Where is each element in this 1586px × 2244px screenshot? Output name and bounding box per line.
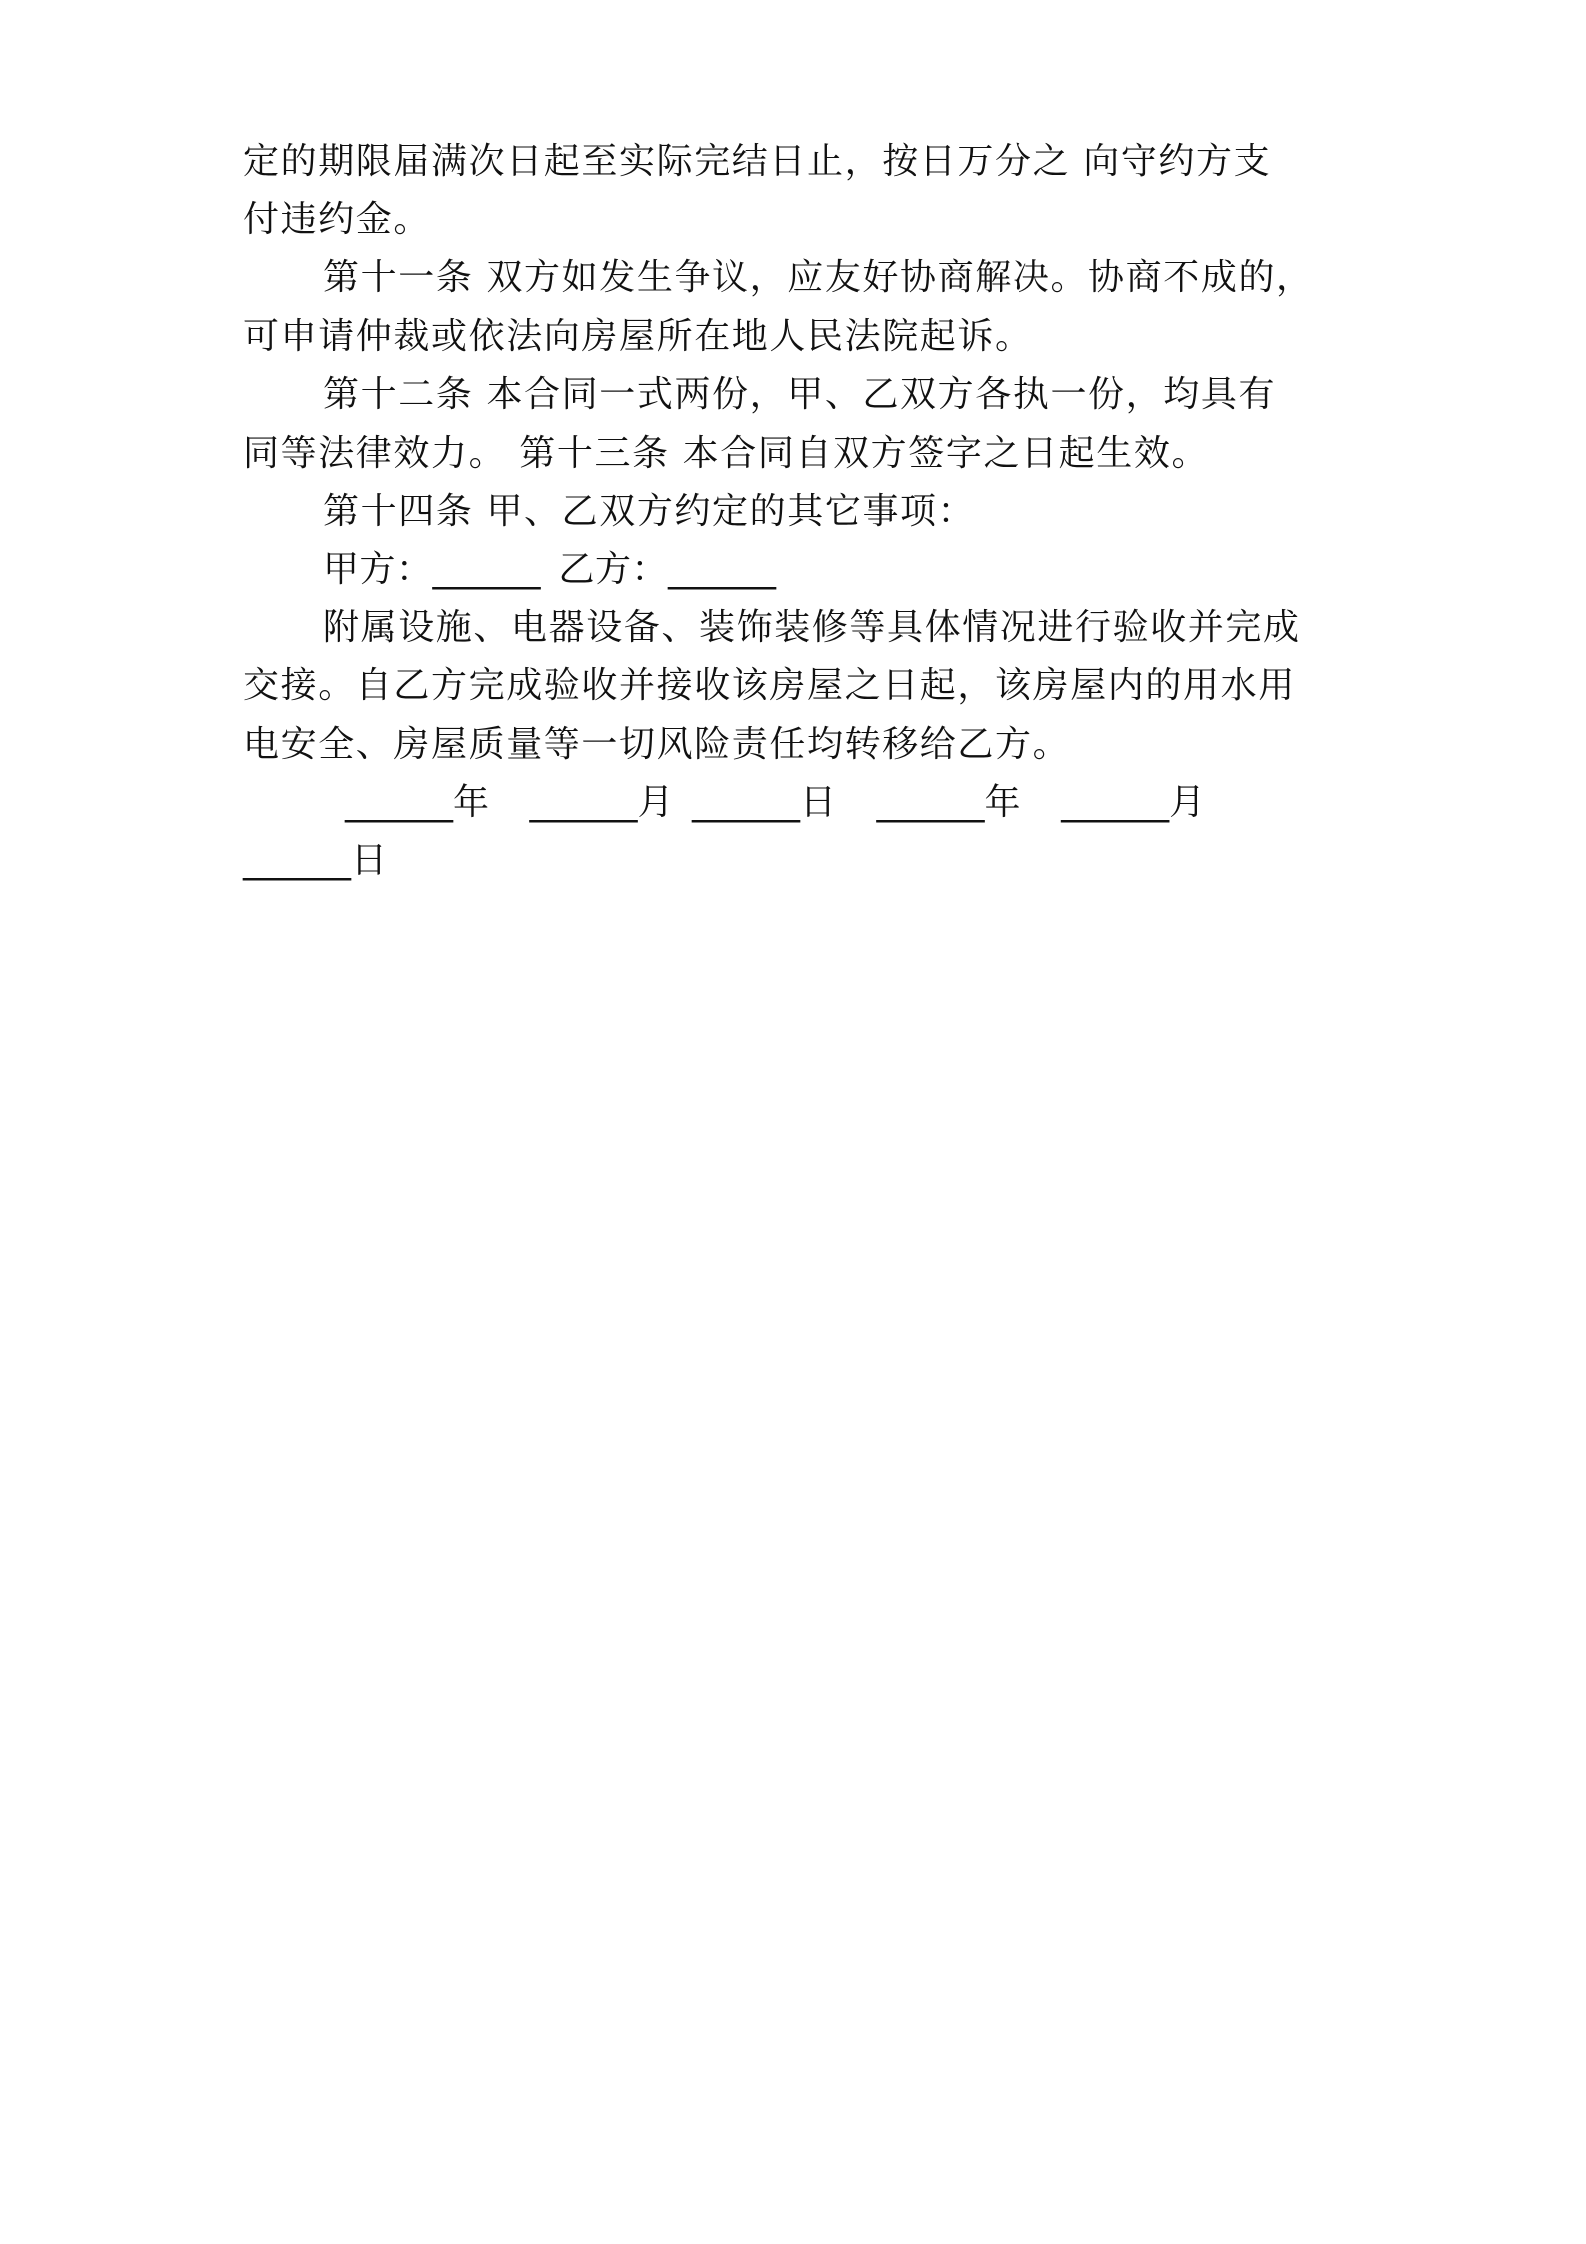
party-a-label: 甲方： [323, 549, 433, 590]
signature-line [323, 548, 776, 592]
party-a-year-blank: ______ [345, 782, 453, 823]
article-12-line-1: 第十二条 本合同一式两份，甲、乙双方各执一份，均具有 [323, 374, 1277, 415]
party-b-year-label: 年 [984, 782, 1022, 823]
paragraph-continuation-line-1: 定的期限届满次日起至实际完结日止，按日万分之 向守约方支 [243, 141, 1272, 182]
party-b-label: 乙方： [558, 549, 669, 590]
handover-line-2: 交接。自乙方完成验收并接收该房屋之日起，该房屋内的用水用 [243, 665, 1296, 706]
article-11-line-1: 第十一条 双方如发生争议，应友好协商解决。协商不成的， [323, 257, 1314, 298]
article-11-line-2: 可申请仲裁或依法向房屋所在地人民法院起诉。 [243, 316, 1033, 357]
date-line [345, 781, 1206, 825]
party-b-signature-blank: ______ [668, 549, 777, 590]
paragraph-continuation-line-2: 付违约金。 [243, 199, 432, 240]
party-b-month-label: 月 [1169, 782, 1206, 823]
date-line-continued [243, 839, 388, 883]
party-b-month-blank: ______ [1061, 782, 1170, 823]
party-a-month-blank: ______ [529, 782, 638, 823]
article-14-line-1: 第十四条 甲、乙双方约定的其它事项： [323, 491, 976, 532]
party-b-day-label: 日 [351, 840, 388, 881]
party-a-year-label: 年 [453, 782, 490, 823]
handover-line-3: 电安全、房屋质量等一切风险责任均转移给乙方。 [243, 724, 1071, 765]
party-a-day-label: 日 [800, 782, 837, 823]
party-b-day-blank: ______ [243, 840, 351, 881]
party-a-signature-blank: ______ [432, 549, 541, 590]
party-a-day-blank: ______ [692, 782, 801, 823]
party-b-year-blank: ______ [876, 782, 985, 823]
article-12-13-line-2: 同等法律效力。 第十三条 本合同自双方签字之日起生效。 [243, 433, 1210, 474]
party-a-month-label: 月 [637, 782, 675, 823]
handover-line-1: 附属设施、电器设备、装饰装修等具体情况进行验收并完成 [323, 607, 1301, 648]
